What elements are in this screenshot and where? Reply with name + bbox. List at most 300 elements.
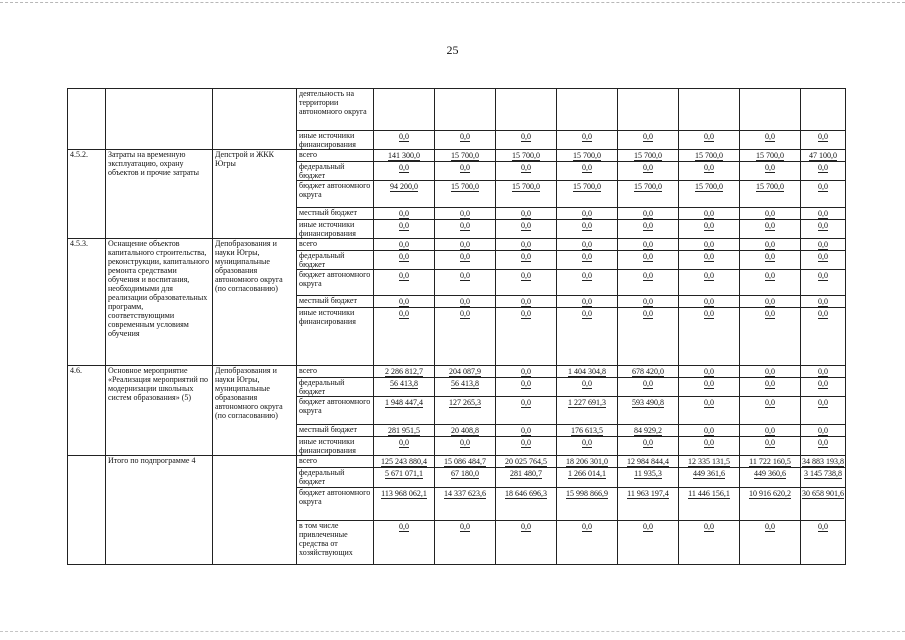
amount-value: 0,0 [818, 182, 828, 191]
amount-value: 113 968 062,1 [381, 489, 427, 498]
amount-cell [801, 239, 846, 251]
amount-value: 281 951,5 [388, 426, 420, 435]
amount-value: 0,0 [521, 271, 531, 280]
amount-value: 449 361,6 [693, 469, 725, 478]
amount-cell [679, 488, 740, 521]
amount-value: 0,0 [521, 221, 531, 230]
amount-cell [679, 270, 740, 296]
amount-cell [740, 308, 801, 366]
amount-value: 0,0 [521, 426, 531, 435]
amount-cell [618, 239, 679, 251]
amount-value: 593 490,8 [632, 398, 664, 407]
amount-cell [496, 239, 557, 251]
amount-value: 0,0 [818, 379, 828, 388]
funding-source: иные источники финансирования [297, 308, 374, 366]
amount-value: 0,0 [765, 398, 775, 407]
amount-cell [557, 220, 618, 239]
amount-cell [374, 308, 435, 366]
amount-cell [740, 425, 801, 437]
amount-cell [740, 150, 801, 162]
amount-value: 0,0 [765, 132, 775, 141]
amount-value: 0,0 [704, 297, 714, 306]
amount-value: 15 700,0 [573, 182, 601, 191]
amount-cell [557, 456, 618, 468]
amount-value: 15 700,0 [451, 151, 479, 160]
amount-value: 15 700,0 [512, 182, 540, 191]
amount-cell [801, 468, 846, 488]
amount-cell [679, 131, 740, 150]
amount-cell [801, 162, 846, 181]
amount-cell [374, 131, 435, 150]
amount-value: 0,0 [521, 209, 531, 218]
amount-value: 15 700,0 [512, 151, 540, 160]
amount-cell [618, 468, 679, 488]
funding-source: федеральный бюджет [297, 378, 374, 397]
amount-cell [557, 270, 618, 296]
amount-cell [435, 131, 496, 150]
amount-cell [374, 425, 435, 437]
amount-value: 11 446 156,1 [688, 489, 730, 498]
amount-cell [740, 437, 801, 456]
amount-cell [801, 437, 846, 456]
amount-cell [679, 468, 740, 488]
funding-source: бюджет автономного округа [297, 270, 374, 296]
amount-value: 0,0 [704, 367, 714, 376]
amount-cell [801, 521, 846, 565]
amount-cell [801, 208, 846, 220]
amount-value: 0,0 [460, 209, 470, 218]
amount-cell [557, 208, 618, 220]
amount-cell [618, 220, 679, 239]
amount-cell [557, 378, 618, 397]
amount-cell [618, 425, 679, 437]
amount-cell [435, 150, 496, 162]
amount-cell [435, 425, 496, 437]
amount-value: 15 700,0 [756, 182, 784, 191]
amount-value: 1 227 691,3 [568, 398, 606, 407]
amount-value: 0,0 [643, 163, 653, 172]
funding-source: иные источники финансирования [297, 437, 374, 456]
amount-cell [435, 456, 496, 468]
amount-value: 2 286 812,7 [385, 367, 423, 376]
amount-cell [435, 296, 496, 308]
item-name: Основное мероприятие «Реализация мероприятий по модернизации школьных систем образования» (5) [106, 366, 213, 456]
amount-cell [496, 208, 557, 220]
amount-value: 0,0 [582, 379, 592, 388]
amount-cell [557, 521, 618, 565]
amount-cell [740, 220, 801, 239]
amount-value: 0,0 [582, 271, 592, 280]
amount-value: 15 700,0 [695, 151, 723, 160]
table-row [68, 150, 846, 162]
amount-value: 0,0 [460, 240, 470, 249]
scan-edge-bottom [0, 631, 905, 634]
amount-cell [618, 488, 679, 521]
amount-value: 0,0 [704, 398, 714, 407]
amount-cell [618, 89, 679, 131]
amount-value: 12 335 131,5 [688, 457, 730, 466]
amount-value: 0,0 [818, 426, 828, 435]
amount-value: 1 948 447,4 [385, 398, 423, 407]
amount-cell [557, 397, 618, 425]
amount-value: 67 180,0 [451, 469, 479, 478]
amount-value: 0,0 [643, 209, 653, 218]
amount-value: 15 700,0 [756, 151, 784, 160]
amount-value: 127 265,3 [449, 398, 481, 407]
amount-value: 0,0 [399, 221, 409, 230]
funding-source: бюджет автономного округа [297, 488, 374, 521]
amount-cell [435, 270, 496, 296]
amount-cell [679, 378, 740, 397]
amount-cell [801, 366, 846, 378]
amount-value: 0,0 [460, 522, 470, 531]
amount-value: 0,0 [765, 297, 775, 306]
amount-cell [374, 488, 435, 521]
amount-value: 0,0 [643, 252, 653, 261]
amount-value: 0,0 [704, 209, 714, 218]
amount-value: 0,0 [818, 438, 828, 447]
amount-cell [496, 251, 557, 270]
amount-cell [435, 239, 496, 251]
amount-cell [496, 270, 557, 296]
funding-source: всего [297, 150, 374, 162]
amount-cell [618, 162, 679, 181]
item-executor: Депстрой и ЖКК Югры [213, 150, 297, 239]
amount-cell [435, 468, 496, 488]
amount-cell [618, 437, 679, 456]
amount-value: 0,0 [399, 209, 409, 218]
amount-value: 0,0 [704, 221, 714, 230]
amount-value: 0,0 [460, 221, 470, 230]
amount-value: 11 722 160,5 [749, 457, 791, 466]
amount-value: 0,0 [765, 379, 775, 388]
amount-cell [374, 239, 435, 251]
amount-value: 11 935,3 [634, 469, 662, 478]
amount-value: 0,0 [765, 163, 775, 172]
amount-cell [374, 437, 435, 456]
amount-value: 15 700,0 [451, 182, 479, 191]
amount-cell [557, 181, 618, 208]
amount-value: 0,0 [460, 309, 470, 318]
amount-cell [679, 220, 740, 239]
amount-cell [557, 468, 618, 488]
amount-value: 0,0 [521, 522, 531, 531]
amount-cell [374, 521, 435, 565]
amount-value: 176 613,5 [571, 426, 603, 435]
amount-cell [557, 162, 618, 181]
amount-value: 84 929,2 [634, 426, 662, 435]
amount-cell [435, 308, 496, 366]
amount-value: 0,0 [818, 240, 828, 249]
amount-value: 0,0 [460, 132, 470, 141]
amount-cell [740, 181, 801, 208]
amount-cell [374, 220, 435, 239]
item-name: Оснащение объектов капитального строительства, реконструкции, капитального ремонта средствами обучения и воспитания, необходимыми для реализации образовательных программ, соответствующими современным условиям обучения [106, 239, 213, 366]
amount-cell [374, 366, 435, 378]
amount-value: 0,0 [704, 132, 714, 141]
amount-value: 0,0 [521, 163, 531, 172]
funding-source: бюджет автономного округа [297, 397, 374, 425]
amount-value: 0,0 [460, 271, 470, 280]
amount-value: 0,0 [704, 309, 714, 318]
amount-cell [679, 425, 740, 437]
amount-cell [557, 437, 618, 456]
amount-cell [679, 89, 740, 131]
amount-value: 0,0 [399, 163, 409, 172]
amount-cell [496, 162, 557, 181]
amount-cell [618, 208, 679, 220]
amount-cell [801, 251, 846, 270]
item-name [106, 89, 213, 150]
amount-value: 12 984 844,4 [627, 457, 669, 466]
amount-cell [374, 208, 435, 220]
amount-value: 0,0 [460, 163, 470, 172]
amount-cell [740, 251, 801, 270]
amount-value: 125 243 880,4 [381, 457, 427, 466]
amount-value: 0,0 [643, 132, 653, 141]
amount-cell [496, 488, 557, 521]
amount-cell [435, 397, 496, 425]
amount-cell [435, 366, 496, 378]
amount-cell [740, 366, 801, 378]
amount-value: 0,0 [399, 252, 409, 261]
amount-value: 0,0 [399, 438, 409, 447]
amount-cell [496, 296, 557, 308]
amount-value: 0,0 [521, 252, 531, 261]
amount-value: 0,0 [399, 132, 409, 141]
amount-cell [740, 239, 801, 251]
amount-cell [496, 425, 557, 437]
amount-cell [374, 397, 435, 425]
amount-value: 141 300,0 [388, 151, 420, 160]
amount-value: 1 404 304,8 [568, 367, 606, 376]
amount-cell [435, 251, 496, 270]
amount-cell [374, 162, 435, 181]
amount-value: 0,0 [765, 221, 775, 230]
amount-value: 0,0 [521, 132, 531, 141]
item-executor [213, 89, 297, 150]
table-row [68, 89, 846, 131]
amount-cell [679, 162, 740, 181]
amount-cell [374, 89, 435, 131]
amount-value: 0,0 [460, 252, 470, 261]
amount-cell [557, 251, 618, 270]
amount-cell [618, 181, 679, 208]
amount-value: 0,0 [582, 240, 592, 249]
item-code: 4.6. [68, 366, 106, 456]
amount-value: 0,0 [582, 522, 592, 531]
amount-cell [801, 150, 846, 162]
amount-value: 0,0 [521, 367, 531, 376]
amount-cell [435, 220, 496, 239]
amount-value: 0,0 [643, 221, 653, 230]
amount-value: 0,0 [704, 271, 714, 280]
amount-cell [557, 425, 618, 437]
amount-value: 10 916 620,2 [749, 489, 791, 498]
amount-cell [435, 181, 496, 208]
amount-cell [740, 397, 801, 425]
amount-value: 0,0 [704, 163, 714, 172]
funding-source: в том числе привлеченные средства от хозяйствующих [297, 521, 374, 565]
amount-cell [557, 308, 618, 366]
amount-cell [618, 270, 679, 296]
amount-cell [801, 456, 846, 468]
amount-value: 0,0 [399, 240, 409, 249]
amount-cell [740, 208, 801, 220]
amount-cell [801, 270, 846, 296]
amount-value: 0,0 [521, 297, 531, 306]
funding-source: всего [297, 239, 374, 251]
amount-cell [679, 251, 740, 270]
amount-value: 0,0 [643, 271, 653, 280]
amount-cell [801, 296, 846, 308]
amount-value: 0,0 [818, 309, 828, 318]
amount-value: 0,0 [704, 438, 714, 447]
amount-value: 0,0 [704, 252, 714, 261]
amount-value: 0,0 [582, 309, 592, 318]
item-code [68, 89, 106, 150]
amount-value: 34 883 193,8 [802, 457, 844, 466]
amount-value: 0,0 [582, 297, 592, 306]
funding-source: бюджет автономного округа [297, 181, 374, 208]
amount-cell [801, 220, 846, 239]
amount-value: 15 700,0 [634, 182, 662, 191]
amount-value: 0,0 [765, 367, 775, 376]
amount-cell [496, 150, 557, 162]
amount-cell [374, 456, 435, 468]
amount-value: 15 700,0 [695, 182, 723, 191]
amount-cell [496, 456, 557, 468]
amount-cell [618, 397, 679, 425]
item-code [68, 456, 106, 565]
amount-cell [557, 296, 618, 308]
amount-value: 0,0 [582, 438, 592, 447]
amount-cell [496, 131, 557, 150]
amount-cell [618, 366, 679, 378]
funding-source: федеральный бюджет [297, 162, 374, 181]
amount-cell [679, 366, 740, 378]
funding-source: местный бюджет [297, 425, 374, 437]
amount-cell [801, 181, 846, 208]
amount-cell [740, 488, 801, 521]
amount-value: 0,0 [818, 367, 828, 376]
amount-cell [435, 378, 496, 397]
amount-cell [740, 468, 801, 488]
amount-value: 0,0 [818, 522, 828, 531]
amount-value: 0,0 [643, 438, 653, 447]
amount-value: 0,0 [521, 438, 531, 447]
item-name: Итого по подпрограмме 4 [106, 456, 213, 565]
amount-value: 0,0 [582, 252, 592, 261]
amount-value: 0,0 [643, 297, 653, 306]
item-executor [213, 456, 297, 565]
amount-cell [679, 456, 740, 468]
amount-value: 0,0 [818, 297, 828, 306]
amount-cell [496, 220, 557, 239]
amount-value: 0,0 [765, 522, 775, 531]
amount-cell [557, 488, 618, 521]
amount-cell [374, 270, 435, 296]
amount-value: 0,0 [704, 426, 714, 435]
amount-cell [679, 437, 740, 456]
amount-value: 678 420,0 [632, 367, 664, 376]
amount-value: 18 206 301,0 [566, 457, 608, 466]
amount-value: 3 145 738,8 [804, 469, 842, 478]
amount-value: 0,0 [765, 426, 775, 435]
amount-value: 56 413,8 [451, 379, 479, 388]
amount-cell [374, 468, 435, 488]
amount-value: 0,0 [818, 271, 828, 280]
amount-cell [374, 251, 435, 270]
table-row [68, 456, 846, 468]
amount-cell [679, 181, 740, 208]
amount-value: 15 700,0 [573, 151, 601, 160]
amount-cell [435, 89, 496, 131]
amount-value: 0,0 [582, 209, 592, 218]
amount-value: 0,0 [643, 240, 653, 249]
table-row [68, 239, 846, 251]
amount-cell [435, 162, 496, 181]
item-executor: Депобразования и науки Югры, муниципальные образования автономного округа (по согласованию) [213, 239, 297, 366]
item-code: 4.5.3. [68, 239, 106, 366]
amount-value: 0,0 [765, 209, 775, 218]
amount-value: 15 998 866,9 [566, 489, 608, 498]
amount-cell [557, 150, 618, 162]
amount-value: 5 671 071,1 [385, 469, 423, 478]
amount-value: 20 025 764,5 [505, 457, 547, 466]
item-executor: Депобразования и науки Югры, муниципальные образования автономного округа (по согласованию) [213, 366, 297, 456]
amount-value: 18 646 696,3 [505, 489, 547, 498]
amount-cell [618, 251, 679, 270]
amount-cell [679, 308, 740, 366]
amount-value: 0,0 [704, 522, 714, 531]
amount-value: 0,0 [399, 522, 409, 531]
page-number: 25 [446, 43, 459, 57]
amount-value: 204 087,9 [449, 367, 481, 376]
amount-value: 0,0 [643, 309, 653, 318]
funding-source: местный бюджет [297, 296, 374, 308]
funding-source: деятельность на территории автономного округа [297, 89, 374, 131]
amount-value: 0,0 [818, 252, 828, 261]
amount-cell [496, 468, 557, 488]
amount-value: 0,0 [582, 221, 592, 230]
amount-cell [801, 89, 846, 131]
amount-value: 0,0 [582, 163, 592, 172]
amount-cell [618, 308, 679, 366]
amount-cell [679, 521, 740, 565]
amount-cell [496, 89, 557, 131]
amount-value: 94 200,0 [390, 182, 418, 191]
amount-cell [496, 521, 557, 565]
amount-cell [618, 456, 679, 468]
amount-cell [801, 488, 846, 521]
amount-value: 15 700,0 [634, 151, 662, 160]
amount-value: 449 360,6 [754, 469, 786, 478]
funding-source: федеральный бюджет [297, 468, 374, 488]
amount-cell [679, 296, 740, 308]
amount-value: 0,0 [521, 309, 531, 318]
amount-cell [679, 397, 740, 425]
amount-cell [740, 162, 801, 181]
item-code: 4.5.2. [68, 150, 106, 239]
amount-value: 20 408,8 [451, 426, 479, 435]
amount-value: 0,0 [818, 221, 828, 230]
amount-value: 47 100,0 [809, 151, 837, 160]
amount-cell [435, 437, 496, 456]
amount-value: 0,0 [704, 379, 714, 388]
amount-cell [679, 239, 740, 251]
amount-value: 0,0 [765, 271, 775, 280]
